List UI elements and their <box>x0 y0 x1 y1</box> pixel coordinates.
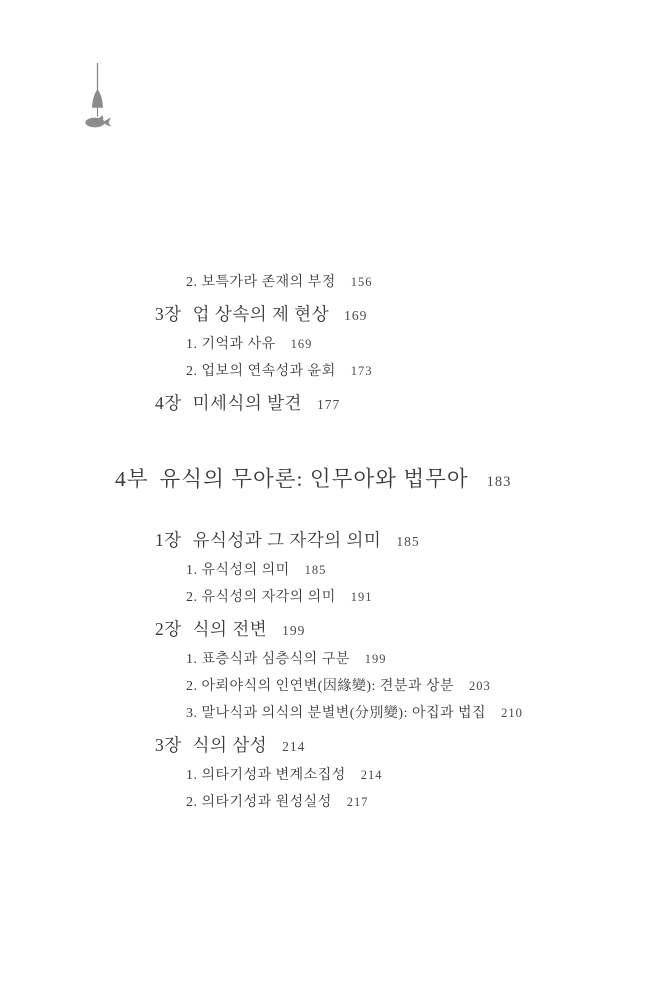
toc-entry-label: 유식성과 그 자각의 의미 <box>192 530 382 550</box>
toc-entry-sub <box>186 673 670 700</box>
toc-entry-label: 2. 업보의 연속성과 윤회 <box>186 364 336 379</box>
toc-entry-page-number: 210 <box>501 706 523 720</box>
toc-entry-chapter <box>155 299 670 331</box>
toc-entry-sub <box>186 269 670 296</box>
toc-entry-page-number: 169 <box>290 337 313 351</box>
toc-entry-label: 1. 의타기성과 변계소집성 <box>186 768 346 783</box>
toc-entry-page-number: 199 <box>364 652 387 666</box>
toc-entry-label: 2. 보특가라 존재의 부정 <box>186 275 336 290</box>
toc-entry-label: 미세식의 발견 <box>192 393 302 413</box>
toc-entry-label: 1. 기억과 사유 <box>186 337 276 352</box>
toc-entry-page-number: 169 <box>344 308 368 323</box>
toc-entry-number: 2장 <box>155 619 182 639</box>
toc-entry-label: 식의 삼성 <box>192 735 268 755</box>
toc-entry-chapter <box>155 614 670 646</box>
toc-entry-sub <box>186 762 670 789</box>
toc-entry-sub <box>186 358 670 385</box>
toc-entry-sub <box>186 789 670 816</box>
toc-entry-label: 식의 전변 <box>192 619 268 639</box>
toc-entry-chapter <box>155 525 670 557</box>
toc-entry-label: 2. 유식성의 자각의 의미 <box>186 590 336 605</box>
toc-entry-sub <box>186 700 670 727</box>
fish-wind-chime-icon <box>82 63 112 133</box>
toc-entry-page-number: 214 <box>282 739 306 754</box>
toc-entry-page-number: 203 <box>469 679 491 693</box>
toc-entry-page-number: 199 <box>282 623 306 638</box>
toc-entry-page-number: 217 <box>346 795 369 809</box>
toc-entry-page-number: 183 <box>486 474 512 490</box>
toc-entry-page-number: 173 <box>350 364 373 378</box>
toc-entry-page-number: 177 <box>316 397 341 412</box>
toc-entry-sub <box>186 646 670 673</box>
toc-entry-label: 2. 아뢰야식의 인연변(因緣變): 견분과 상분 <box>186 679 455 694</box>
toc-entry-sub <box>186 557 670 584</box>
publisher-logo <box>82 63 112 133</box>
toc-entry-page-number: 191 <box>350 590 373 604</box>
toc-entry-part <box>115 463 670 498</box>
toc-entry-sub <box>186 331 670 358</box>
toc-entry-label: 1. 표층식과 심층식의 구분 <box>186 652 350 667</box>
toc-entry-number: 1장 <box>155 530 182 550</box>
toc-entry-sub <box>186 584 670 611</box>
toc-entry-page-number: 156 <box>350 275 373 289</box>
toc-list <box>0 269 670 816</box>
toc-entry-label: 3. 말나식과 의식의 분별변(分別變): 아집과 법집 <box>186 706 487 721</box>
toc-entry-number: 4장 <box>155 393 182 413</box>
toc-entry-chapter <box>155 730 670 762</box>
toc-entry-page-number: 185 <box>396 534 420 549</box>
toc-entry-page-number: 185 <box>304 563 327 577</box>
toc-entry-number: 3장 <box>155 304 182 324</box>
toc-entry-number: 3장 <box>155 735 182 755</box>
toc-entry-number: 4부 <box>115 467 149 491</box>
toc-entry-page-number: 214 <box>360 768 383 782</box>
toc-entry-label: 1. 유식성의 의미 <box>186 563 290 578</box>
toc-entry-chapter <box>155 388 670 420</box>
toc-entry-label: 2. 의타기성과 원성실성 <box>186 795 332 810</box>
toc-entry-label: 업 상속의 제 현상 <box>192 304 330 324</box>
toc-entry-label: 유식의 무아론: 인무아와 법무아 <box>159 467 469 491</box>
